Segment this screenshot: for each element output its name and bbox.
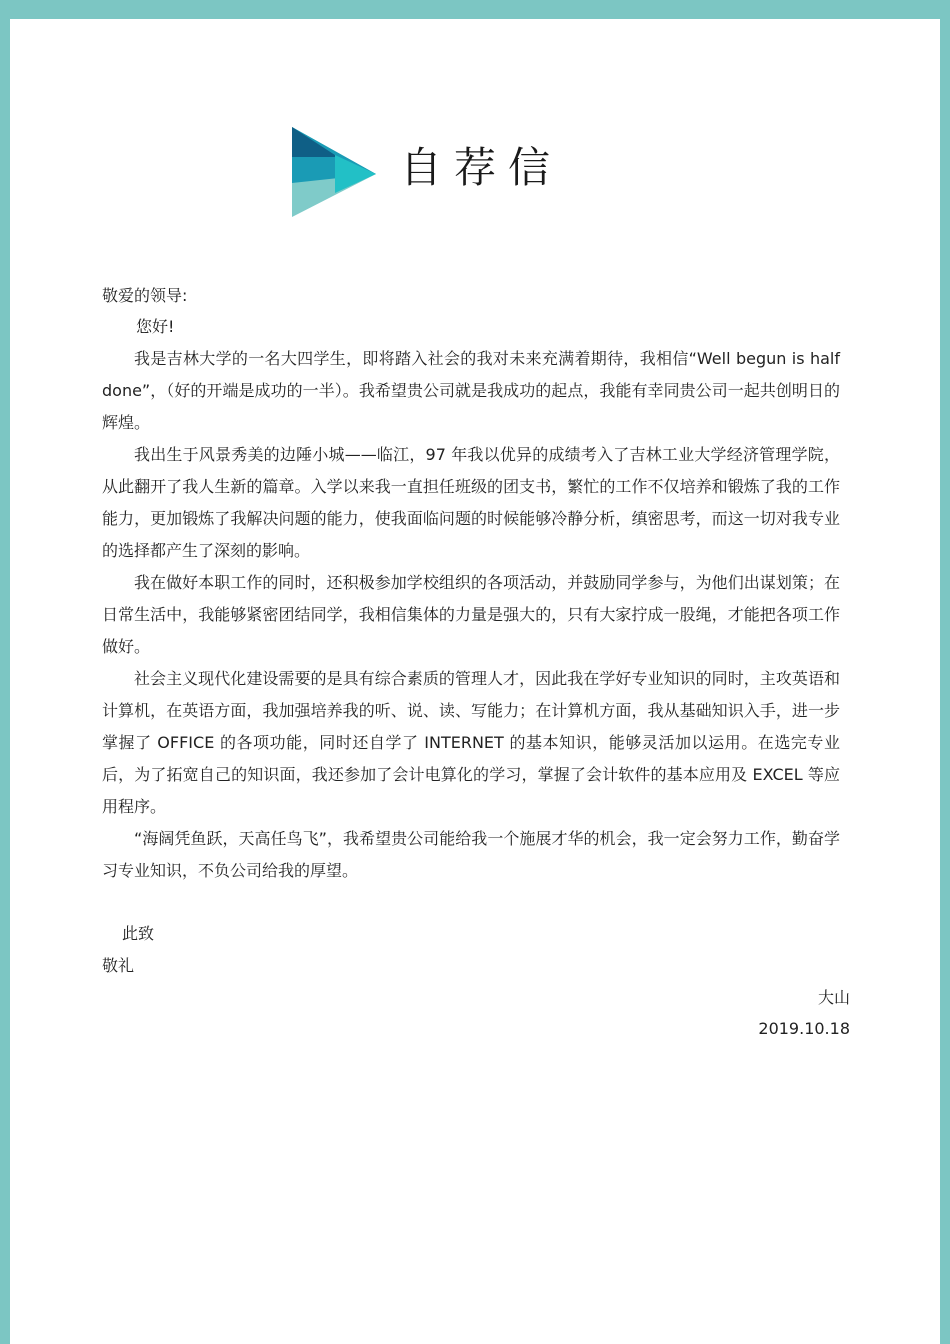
paragraph-1: 我是吉林大学的一名大四学生，即将踏入社会的我对未来充满着期待，我相信“Well begun is half done”，（好的开端是成功的一半）。我希望贵公司就是我成功的起点，我能有幸同贵公司一起共创明日的辉煌。 (102, 349, 840, 432)
salutation: 敬爱的领导: (102, 286, 188, 305)
paragraph-2: 我出生于风景秀美的边陲小城——临江，97 年我以优异的成绩考入了吉林工业大学经济管理学院，从此翻开了我人生新的篇章。入学以来我一直担任班级的团支书，繁忙的工作不仅培养和锻炼了我的工作能力，更加锻炼了我解决问题的能力，使我面临问题的时候能够冷静分析，缜密思考，而这一切对我专业的选择都产生了深刻的影响。 (102, 445, 840, 560)
regards: 敬礼 (102, 956, 135, 975)
paragraph-3: 我在做好本职工作的同时，还积极参加学校组织的各项活动，并鼓励同学参与，为他们出谋划策；在日常生活中，我能够紧密团结同学，我相信集体的力量是强大的，只有大家拧成一股绳，才能把各项工作做好。 (102, 573, 840, 656)
signature: 大山 (817, 988, 850, 1007)
triangle-logo-icon (280, 127, 390, 217)
greeting: 您好! (136, 317, 175, 336)
closing: 此致 (122, 924, 155, 943)
logo-triangle-right (335, 155, 376, 193)
date: 2019.10.18 (758, 1019, 850, 1038)
paragraph-5: “海阔凭鱼跃，天高任鸟飞”，我希望贵公司能给我一个施展才华的机会，我一定会努力工作，勤奋学习专业知识，不负公司给我的厚望。 (102, 829, 840, 880)
paragraph-4: 社会主义现代化建设需要的是具有综合素质的管理人才，因此我在学好专业知识的同时，主攻英语和计算机，在英语方面，我加强培养我的听、说、读、写能力；在计算机方面，我从基础知识入手，进一步掌握了 OFFICE 的各项功能，同时还自学了 INTERNET 的基本知识，能够灵活加以运用。在选完专业后，为了拓宽自己的知识面，我还参加了会计电算化的学习，掌握了会计软件的基本应用及 EXCEL 等应用程序。 (102, 669, 840, 816)
letter-body (102, 343, 840, 887)
page-title: 自荐信 (400, 143, 563, 192)
